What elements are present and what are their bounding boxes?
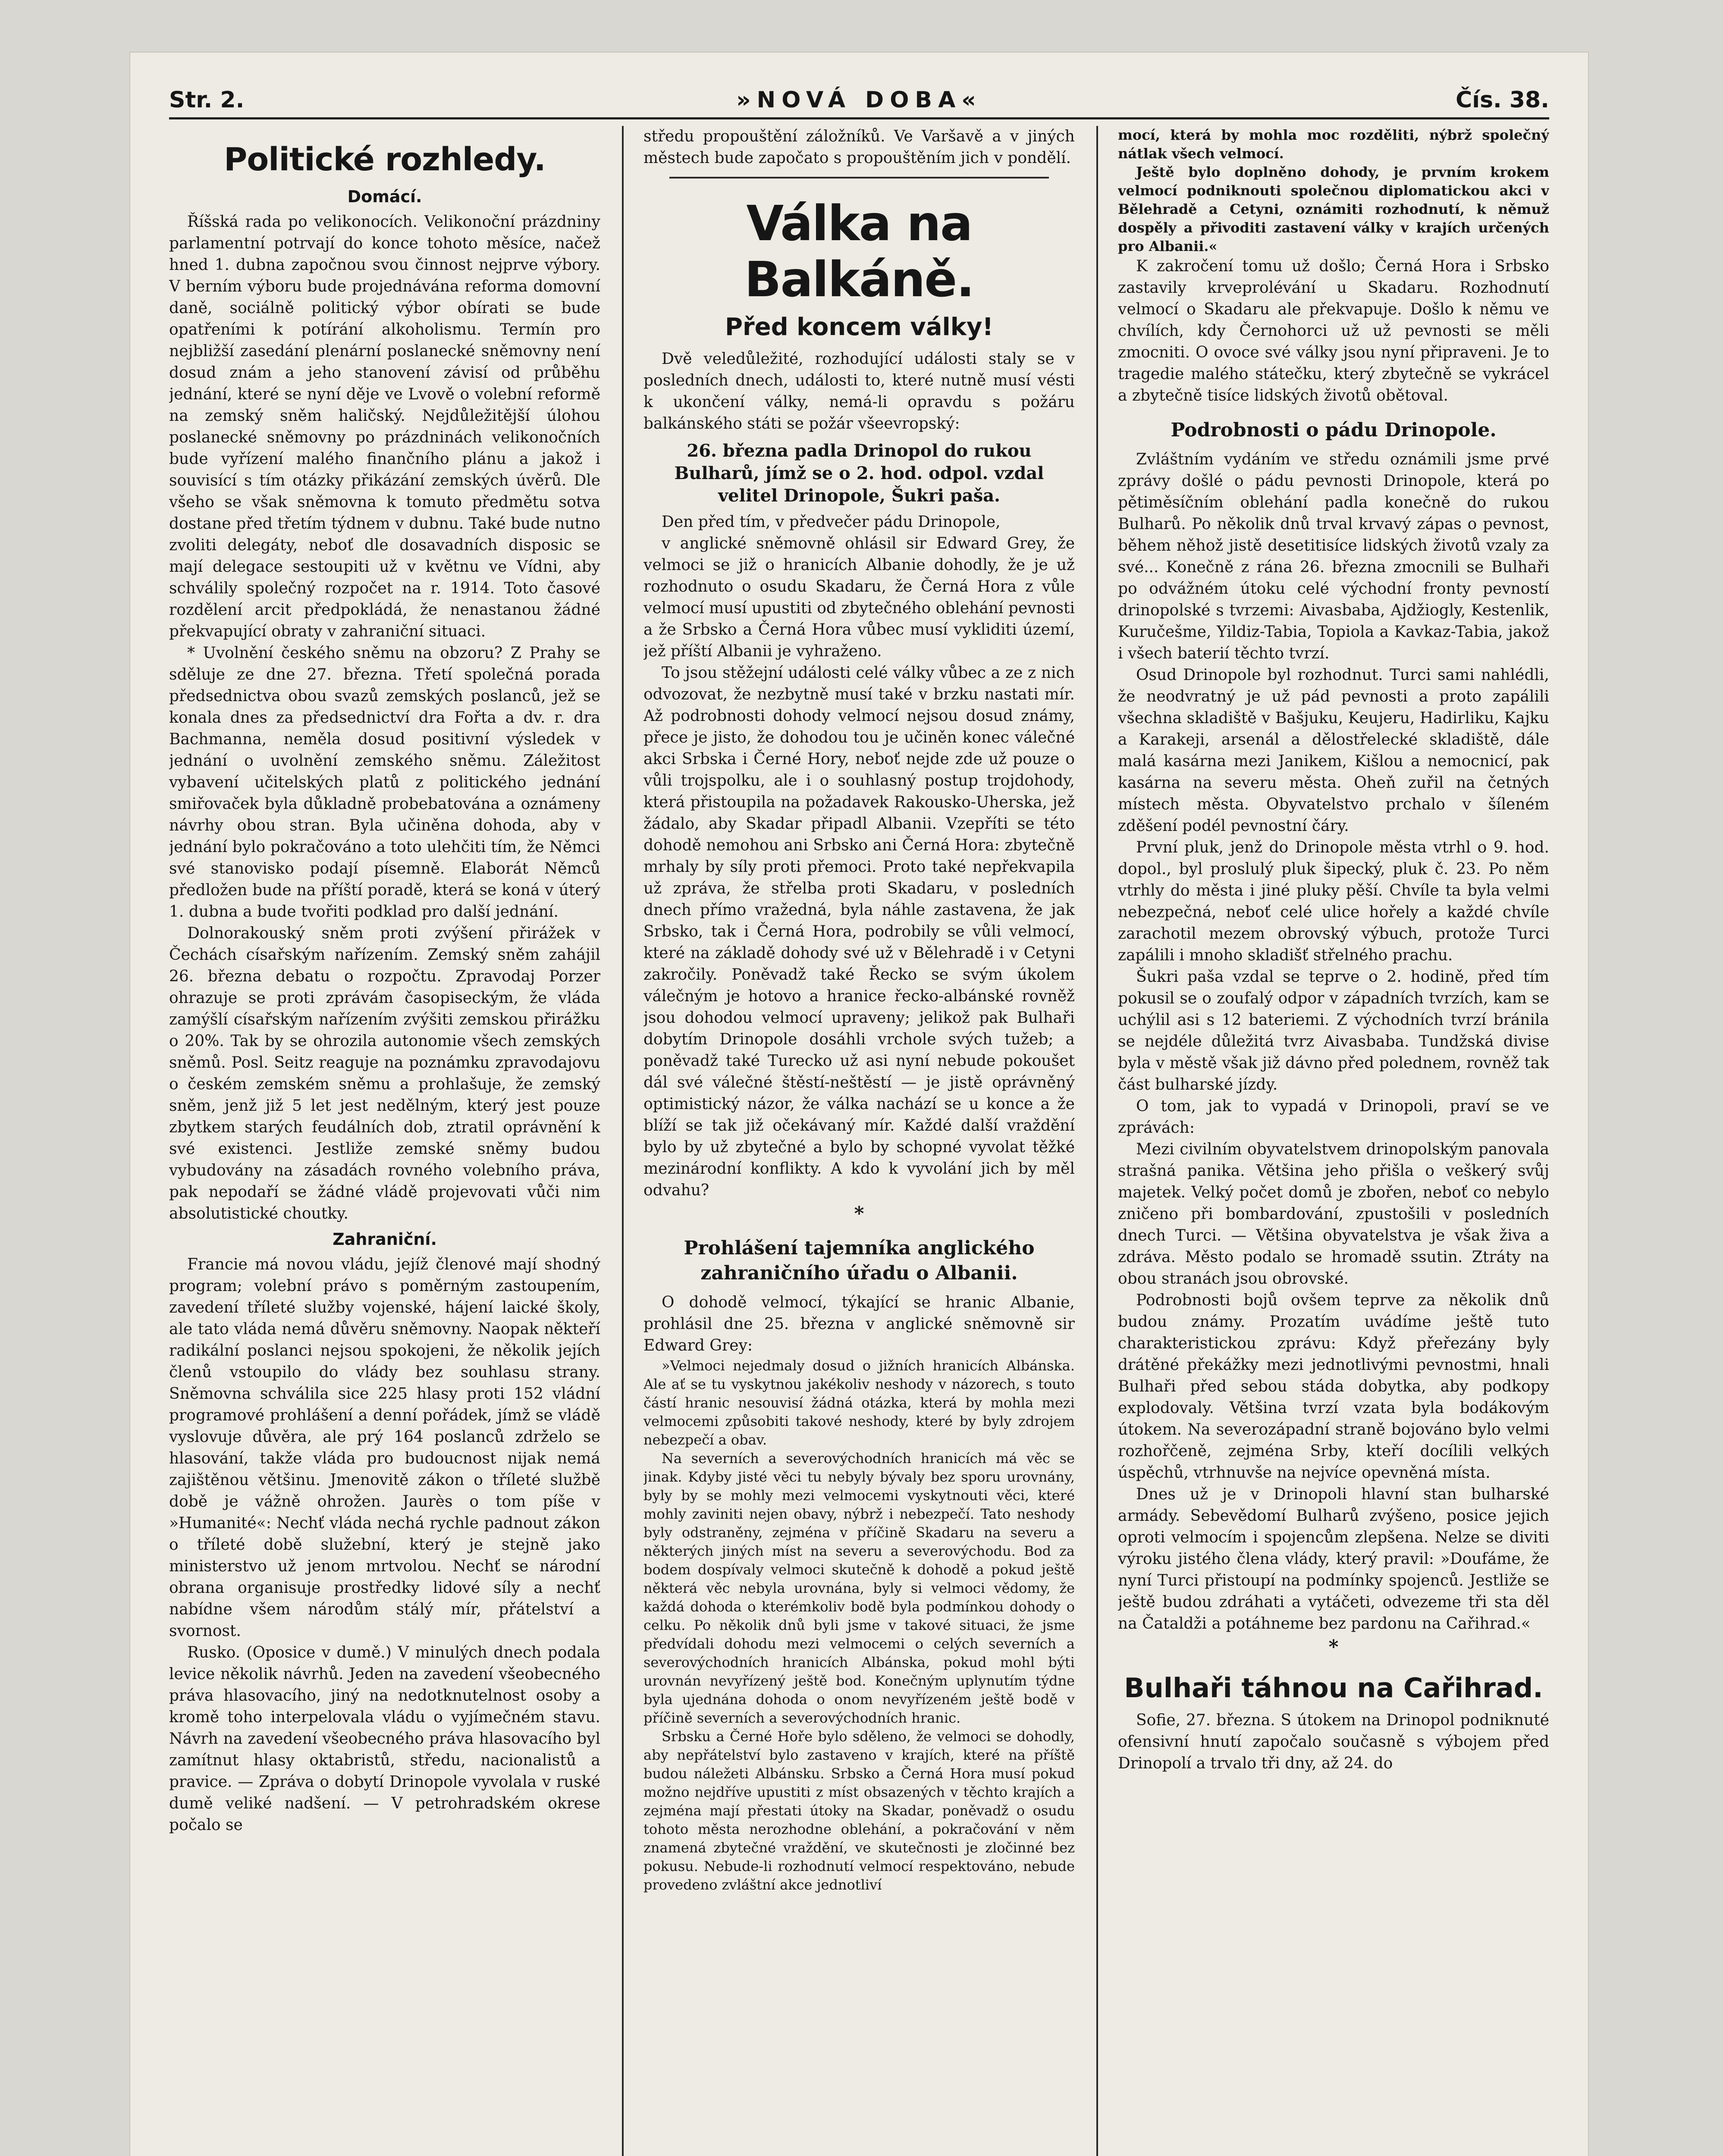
article-paragraph: Francie má novou vládu, jejíž členové mají shodný program; volební právo s poměrným zastoupením, zavedení tříleté služby vojenské, hájení laické školy, ale tato vláda nemá důvěru sněmovny. Naopak někteří radikální poslanci nejsou spokojeni, že několik jejích členů vstoupilo do vlády bez souhlasu strany. Sněmovna schválila sice 225 hlasy proti 152 vládní programové prohlášení a denní pořádek, jímž se vládě vyslovuje důvěra, ale prý 164 poslanců zdrželo se hlasování, takže vláda pro budoucnost nijak nemá zajištěnou většinu. Jmenovitě zákon o tříleté službě době je vážně ohrožen. Jaurès o tom píše v »Humanité«: Nechť vláda nechá rychle padnout zákon o tříleté době služební, který je stejně jako ministerstvo už jenom mrtvolou. Nechť se národní obrana organisuje prostředky lidové síly a nechť nabídne všem národům stálý mír, přátelství a svornost. (169, 1256, 600, 1640)
political-overview-title: Politické rozhledy. (224, 141, 546, 178)
article-paragraph: Dolnorakouský sněm proti zvýšení přirážek v Čechách císařským nařízením. Zemský sněm zahájil 26. března debatu o rozpočtu. Zpravodaj Porzer ohrazuje se proti zprávám časopiseckým, že vláda zamýšlí císařským nařízením zvýšiti zemskou přirážku o 20%. Tak by se ohrozila autonomie všech zemských sněmů. Posl. Seitz reaguje na poznámku zpravodajovu o českém zemském sněmu a prohlašuje, že zemský sněm, jenž již 5 let jest nedělným, který jest pouze zbytkem starých feudálních dob, ztratil oprávnění k své existenci. Jestliže zemské sněmy budou vybudovány na zásadách rovného volebního práva, pak nepodaří se žádné vládě projevovati vůči nim absolutistické choutky. (169, 924, 600, 1222)
article-paragraph: Šukri paša vzdal se teprve o 2. hodině, před tím pokusil se o zoufalý odpor v západních tvrzích, kam se uchýlil asi s 12 bateriemi. Z východních tvrzí bránila se nejdéle důležitá tvrz Aivasbaba. Tundžská divise byla v městě však již dávno před polednem, rovněž tak část bulharské jízdy. (1118, 968, 1549, 1094)
quoted-statement-continued (1118, 126, 1549, 256)
quoted-paragraph: Na severních a severovýchodních hranicích má věc se jinak. Kdyby jisté věci tu nebyly bývaly bez sporu urovnány, byly by se mohly mezi velmocemi vyskytnouti věci, které mohly zaviniti nejen obavy, nýbrž i nebezpečí. Tato neshody byly odstraněny, zejména v příčině Skadaru na severu a některých jiných míst na severu a severovýchodu. Bod za bodem dospívaly velmoci skutečně k dohodě a pokud ještě některá věc nebyla urovnána, byly si velmoci vědomy, že každá dohoda o kterémkoliv bodě byla podmínkou dohody o celku. Po několik dnů byli jsme v takové situaci, že jsme předvídali dohodu mezi velmocemi o celých severních a severovýchodních hranicích Albánska, pokud mohl býti urovnán nevyřízený ještě bod. Konečným uplynutím týdne byla ujednána dohoda o onom nevyřízeném ještě bodě v příčině severních a severovýchodních hranic. (643, 1450, 1075, 1726)
section-rule (669, 177, 1049, 179)
article-paragraph: O tom, jak to vypadá v Drinopoli, praví se ve zprávách: (1118, 1097, 1549, 1137)
adrianople-details-heading: Podrobnosti o pádu Drinopole. (1171, 419, 1497, 441)
domestic-heading: Domácí. (347, 187, 422, 206)
column-separator-1 (622, 126, 624, 2156)
quoted-statement (643, 1357, 1075, 1894)
balkan-war-title: Válka na Balkáně. (744, 196, 974, 308)
quoted-paragraph: »Velmoci nejedmaly dosud o jižních hranicích Albánska. Ale ať se tu vyskytnou jakékoliv neshody v názorech, s touto částí hranic nesouvisí žádná otázka, která by mohla mezi velmocemi způsobiti takové neshody, které by byly zdrojem nebezpečí a obav. (643, 1357, 1075, 1448)
constantinople-headline: Bulhaři táhnou na Cařihrad. (1124, 1672, 1543, 1704)
article-paragraph: Rusko. (Oposice v dumě.) V minulých dnech podala levice několik návrhů. Jeden na zavedení všeobecného práva hlasovacího, jiný na nedotknutelnost osoby a kromě toho interpelovala vládu o vyjímečném stavu. Návrh na zavedení všeobecného práva hlasovacího byl zamítnut hlasy oktabristů, středu, nacionalistů a pravice. — Zpráva o dobytí Drinopole vyvolala v ruské dumě veliké nadšení. — V petrohradském okrese počalo se (169, 1644, 600, 1834)
column-3 (1118, 126, 1549, 2156)
column-2 (643, 126, 1075, 2156)
newspaper-page (129, 52, 1589, 2156)
article-paragraph: Zvláštním vydáním ve středu oznámili jsme prvé zprávy došlé o pádu pevnosti Drinopole, která po pětiměsíčním oblehání padla konečně do rukou Bulharů. Po několik dnů trval krvavý zápas o pevnost, během něhož jistě desetitisíce lidských životů vzaly za své... Konečně z rána 26. března zmocnili se Bulhaři po odvážném útoku celé východní fronty pevností drinopolské s tvrzemi: Aivasbaba, Ajdžiogly, Kestenlik, Kuručešme, Yildiz-Tabia, Topiola a Kavkaz-Tabia, jakož i všech baterií těchto tvrzí. (1118, 451, 1549, 662)
article-paragraph: O dohodě velmocí, týkající se hranic Albanie, prohlásil dne 25. března v anglické sněmovně sir Edward Grey: (643, 1294, 1075, 1354)
quoted-paragraph: Srbsku a Černé Hoře bylo sděleno, že velmoci se dohodly, aby nepřátelství bylo zastaveno v krajích, které na příště budou náležeti Albánsku. Srbsko a Černá Hora musí pokud možno nejdříve upustiti z míst obsazených v těchto krajích a zejména mají přestati útoky na Skadar, poněvadž o osudu tohoto města nerozhodne oblehání, a pokračování v něm znamená zbytečné vraždění, ve skutečnosti je zločinné bez pokusu. Nebude-li rozhodnutí velmocí respektováno, nebude provedeno zvláštní akce jednotliví (643, 1728, 1075, 1893)
article-paragraph: * Uvolnění českého sněmu na obzoru? Z Prahy se sděluje ze dne 27. března. Třetí společná porada předsednictva obou svazů zemských poslanců, jež se konala dnes za předsednictví dra Fořta a dv. r. dra Bachmanna, neměla dosud positivní výsledek v jednání o uvolnění zemského sněmu. Záležitost vybavení učitelských platů z politického jednání smiřovaček byla důkladně probebatována a oznámeny návrhy obou stran. Byla učiněna dohoda, aby v jednání bylo pokračováno a toto ulehčiti tím, že Němci své stanovisko podají písemně. Elaborát Němců předložen bude na příští poradě, která se koná v úterý 1. dubna a bude tvořiti podklad pro další jednání. (169, 644, 600, 921)
column-1 (169, 126, 600, 2156)
issue-number: Čís. 38. (1456, 87, 1549, 113)
section-star: * (854, 1203, 864, 1225)
article-paragraph: To jsou stěžejní události celé války vůbec a ze z nich odvozovat, že nezbytně musí také v brzku nastati mír. Až podrobnosti dohody velmocí nejsou dosud známy, přece je jisto, že dohodou tou je učiněn konec válečné akci Srbska i Černé Hory, neboť nejde zde už pouze o vůli trojspolku, ale i o souhlasný postup trojdohody, která přistoupila na požadavek Rakousko-Uherska, jež žádalo, aby Skadar připadl Albanii. Vzepříti se této dohodě nemohou ani Srbsko ani Černá Hora: zbytečně mrhaly by síly proti přemoci. Proto také nepřekvapila už zpráva, že střelba proti Skadaru, v posledních dnech přímo vražedná, byla náhle zastavena, že jak Srbsko, tak i Černá Hora, podrobily se vůli velmocí, které na základě dohody své už v Bělehradě i v Cetyni zakročily. Poněvadž také Řecko se svým úkolem válečným je hotovo a hranice řecko-albánské rovněž jsou dohodou velmocí upraveny; jelikož pak Bulhaři dobytím Drinopole dosáhli vrchole svých tužeb; a poněvadž také Turecko už asi nyní nebude pokoušet dál své válečné štěstí-neštěstí — je jistě oprávněný optimistický názor, že válka nachází se u konce a že blíží se tak již očekávaný mír. Každé další vraždění bylo by už zbytečné a bylo by schopné vyvolat těžké mezinárodní konflikty. A kdo k vyvolání jich by měl odvahu? (643, 664, 1075, 1199)
article-paragraph: Říšská rada po velikonocích. Velikonoční prázdniny parlamentní potrvají do konce tohoto měsíce, načež hned 1. dubna započnou svou činnost nejprve výbory. V berním výboru bude projednávána reforma domovní daně, sociálně politický výbor obírati se bude opatřeními k potírání alkoholismu. Termín pro nejbližší zasedání plenární poslanecké sněmovny není dosud znám a jeho stanovení závisí od průběhu jednání, které se nyní děje ve Lvově o volební reformě na zemský sněm haličský. Nejdůležitější úlohou poslanecké sněmovny po prázdninách velikonočních bude vyřízení malého finančního plánu a jakož i souvisící s tím otázky přikázání zemských úvěrů. Dle všeho se však sněmovna k tomuto předmětu sotva dostane před třetím týdnem v dubnu. Také bude nutno zvoliti delegáty, neboť dle dosavadních disposic se mají delegace sestoupiti už v květnu ve Vídni, aby schválily společný rozpočet na r. 1914. Toto časové rozdělení arcit předpokládá, že nenastanou žádné překvapující obraty v zahraniční situaci. (169, 213, 600, 640)
quoted-paragraph: Ještě bylo doplněno dohody, je prvním krokem velmocí podniknouti společnou diplomatickou akci v Bělehradě a Cetyni, oznámiti rozhodnutí, k němuž dospěly a přivoditi zastavení války v krajích určených pro Albanii.« (1118, 164, 1549, 254)
balkan-war-subtitle: Před koncem války! (725, 313, 994, 341)
section-star: * (1328, 1636, 1339, 1658)
article-paragraph: Dnes už je v Drinopoli hlavní stan bulharské armády. Sebevědomí Bulharů zvýšeno, posice jejich oproti velmocím i spojencům zlepšena. Nelze se diviti výroku jistého člena vlády, který pravil: »Doufáme, že nyní Turci přistoupí na podmínky spojenců. Jestliže se ještě budou zdráhati a vytáčeti, odvezeme tři sta děl na Čataldži a potáhneme bez pardonu na Cařihrad.« (1118, 1485, 1549, 1633)
page-number: Str. 2. (169, 87, 245, 113)
article-paragraph: Sofie, 27. března. S útokem na Drinopol podniknuté ofensivní hnutí započalo současně s výbojem před Drinopolí a trvalo tři dny, až 24. do (1118, 1711, 1549, 1772)
foreign-heading: Zahraniční. (333, 1230, 437, 1249)
header-rule (169, 117, 1549, 119)
article-paragraph: středu propouštění záložníků. Ve Varšavě a v jiných městech bude započato s propouštěním jich v pondělí. (643, 128, 1075, 167)
article-paragraph: Podrobnosti bojů ovšem teprve za několik dnů budou známy. Prozatím uvádíme ještě tuto charakteristickou zprávu: Když přeřezány byly drátěné překážky mezi jednotlivými pevnostmi, hnali Bulhaři před sebou stáda dobytka, aby podkopy explodovaly. Většina tvrzí vzata byla bodákovým útokem. Na severozápadní straně bojováno bylo velmi rozhořčeně, zejména Srby, kteří docílili velkých úspěchů, vtrhnuvše na nejvíce opevněná místa. (1118, 1291, 1549, 1482)
article-paragraph: Mezi civilním obyvatelstvem drinopolským panovala strašná panika. Většina jeho přišla o veškerý svůj majetek. Velký počet domů je zbořen, neboť co nebylo zničeno při bombardování, zpustošili v posledních dnech Turci. — Většina obyvatelstva je však živa a zdráva. Město podalo se hromadě ssutin. Ztráty na obou stranách jsou obrovské. (1118, 1141, 1549, 1288)
article-paragraph: První pluk, jenž do Drinopole města vtrhl o 9. hod. dopol., byl proslulý pluk šipecký, pluk č. 23. Po něm vtrhly do města i jiné pluky pěší. Chvíle ta byla velmi nebezpečná, neboť celé ulice hořely a každé chvíle zarachotil mezem obrovský výbuch, protože Turci zapálili i mnoho skladišť střelného prachu. (1118, 839, 1549, 964)
article-paragraph: v anglické sněmovně ohlásil sir Edward Grey, že velmoci se již o hranicích Albanie dohodly, že je už rozhodnuto o osudu Skadaru, že Černá Hora z vůle velmocí musí upustiti od zbytečného oblehání pevnosti a že Srbsko a Černá Hora vůbec musí vykliditi území, jež příští Albanii je vyhraženo. (643, 535, 1075, 660)
quoted-paragraph: mocí, která by mohla moc rozděliti, nýbrž společný nátlak všech velmocí. (1118, 127, 1549, 162)
masthead-title: »NOVÁ DOBA« (736, 87, 982, 113)
column-separator-2 (1096, 126, 1098, 2156)
page-header (169, 70, 1549, 122)
article-paragraph: Den před tím, v předvečer pádu Drinopole, (662, 513, 1001, 531)
article-paragraph: Osud Drinopole byl rozhodnut. Turci sami nahlédli, že neodvratný je už pád pevnosti a proto zapálili všechna skladiště v Bašjuku, Keujeru, Hadirliku, Kajku a Karakeji, arsenál a dělostřelecké skladiště, dále malá kasárna mezi Janikem, Kišlou a nemocnicí, pak kasárna na severu města. Oheň zuřil na četných místech města. Obyvatelstvo prchalo v šíleném zděšení podél pevnostní čáry. (1118, 666, 1549, 835)
article-paragraph: K zakročení tomu už došlo; Černá Hora i Srbsko zastavily krveprolévání u Skadaru. Rozhodnutí velmocí o Skadaru ale překvapuje. Došlo k němu ve chvílích, kdy Černohorci už už pevnosti se měli zmocniti. O ovoce své války jsou nyní připraveni. Je to tragedie malého státečku, který zbytečně se vykrácel a zbytečně tisíce lidských životů obětoval. (1118, 257, 1549, 404)
grey-declaration-heading: Prohlášení tajemníka anglického zahraničního úřadu o Albanii. (684, 1237, 1035, 1284)
article-paragraph: Dvě veledůležité, rozhodující události staly se v posledních dnech, události to, které nutně musí vésti k ukončení války, nemá-li opravdu s požáru balkánského státi se požár všeevropský: (643, 350, 1075, 432)
lead-paragraph: 26. března padla Drinopol do rukou Bulharů, jímž se o 2. hod. odpol. vzdal velitel Drinopole, Šukri paša. (674, 441, 1044, 506)
